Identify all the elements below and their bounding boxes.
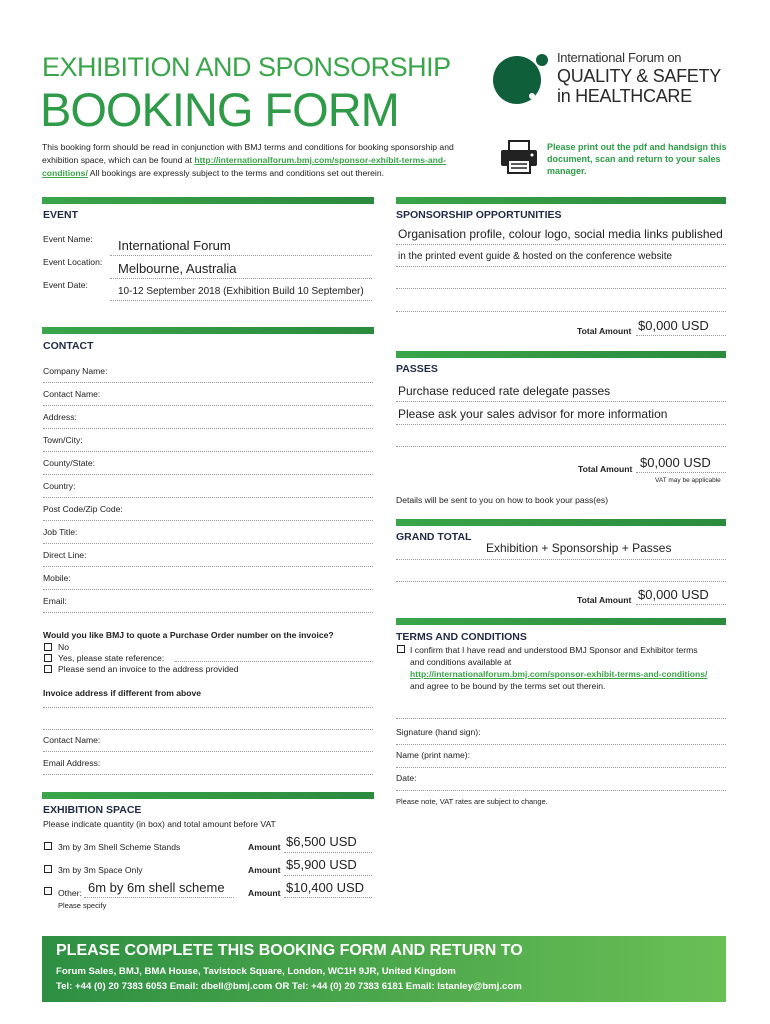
event-location-line [110,278,372,279]
passes-dotline-1 [396,401,726,402]
passes-dotline-3[interactable] [396,446,726,447]
contact-field-line[interactable] [43,589,373,590]
shell-scheme-label: 3m by 3m Shell Scheme Stands [58,842,181,852]
footer-contacts: Tel: +44 (0) 20 7383 6053 Email: dbell@bmj.com OR Tel: +44 (0) 20 7383 6181 Email: lstanley@bmj.com [56,981,522,992]
invoice-email-label: Email Address: [43,758,101,768]
logo-line-3: in HEALTHCARE [557,86,692,106]
shell-scheme-amount-line [284,852,372,853]
logo-line-1: International Forum on [557,50,682,65]
terms-bar [396,618,726,625]
terms-confirm-line-2: and conditions available at [410,657,512,667]
space-only-checkbox[interactable] [44,865,52,873]
po-yes-checkbox[interactable] [44,654,52,662]
sponsorship-line-2: in the printed event guide & hosted on the conference website [398,251,673,262]
signature-line[interactable] [396,744,726,745]
terms-link-2[interactable]: http://internationalforum.bmj.com/sponsor-exhibit-terms-and-conditions/ [410,669,708,679]
passes-line-1: Purchase reduced rate delegate passes [398,384,611,398]
sponsorship-line-1: Organisation profile, colour logo, social media links published [398,227,723,241]
grand-total-value-line [636,604,726,605]
sponsorship-dotline-3[interactable] [396,288,726,289]
grand-total-value[interactable]: $0,000 USD [638,587,709,602]
contact-field-label: Address: [43,412,77,422]
contact-field-label: Town/City: [43,435,83,445]
event-heading: EVENT [43,209,79,221]
passes-total-value[interactable]: $0,000 USD [640,455,711,470]
contact-field-line[interactable] [43,382,373,383]
invoice-address-line-2[interactable] [43,729,373,730]
footer-heading: PLEASE COMPLETE THIS BOOKING FORM AND RETURN TO [56,942,523,959]
event-location-label: Event Location: [43,257,103,267]
other-amount[interactable]: $10,400 USD [286,880,365,895]
passes-details-note: Details will be sent to you on how to book your pass(es) [396,495,609,505]
invoice-address-heading: Invoice address if different from above [43,688,202,698]
contact-field-label: County/State: [43,458,96,468]
contact-field-line[interactable] [43,497,373,498]
sponsorship-dotline-1 [396,244,726,245]
grand-total-bar [396,519,726,526]
contact-field-label: Country: [43,481,76,491]
contact-field-line[interactable] [43,520,373,521]
contact-field-line[interactable] [43,405,373,406]
passes-total-line [636,472,726,473]
sponsorship-dotline-4[interactable] [396,311,726,312]
contact-heading: CONTACT [43,340,94,352]
other-label: Other: [58,888,82,898]
space-only-amount-label: Amount [248,865,281,875]
contact-field-label: Email: [43,596,67,606]
exhibition-heading: EXHIBITION SPACE [43,804,142,816]
grand-total-description: Exhibition + Sponsorship + Passes [486,541,672,555]
po-invoice-label: Please send an invoice to the address provided [58,664,239,674]
sponsorship-total-value[interactable]: $0,000 USD [638,318,709,333]
other-specify-line [84,897,234,898]
po-invoice-checkbox[interactable] [44,665,52,673]
passes-line-2: Please ask your sales advisor for more information [398,407,668,421]
terms-link[interactable]: http://internationalforum.bmj.com/sponsor-exhibit-terms-and-conditions/ [42,155,447,178]
title-line-1: EXHIBITION AND SPONSORSHIP [42,52,451,82]
space-only-label: 3m by 3m Space Only [58,865,143,875]
terms-heading: TERMS AND CONDITIONS [396,631,527,643]
intro-text-part-1: This booking form should be read in conjunction with BMJ terms and conditions for booking sponsorship and exhibition space, which can be found at [42,142,454,165]
please-specify-note: Please specify [58,901,107,910]
contact-field-label: Job Title: [43,527,78,537]
other-amount-label: Amount [248,888,281,898]
po-question: Would you like BMJ to quote a Purchase Order number on the invoice? [43,630,334,640]
sponsorship-total-line [636,335,726,336]
logo-line-2: QUALITY & SAFETY [557,66,721,86]
space-only-amount[interactable]: $5,900 USD [286,857,357,872]
grand-total-dotline-2[interactable] [396,581,726,582]
contact-field-line[interactable] [43,612,373,613]
contact-field-line[interactable] [43,543,373,544]
po-yes-label: Yes, please state reference: [58,653,165,663]
vat-rate-note: Please note, VAT rates are subject to change. [396,797,548,806]
print-name-label: Name (print name): [396,750,471,760]
po-reference-line[interactable] [175,661,373,662]
invoice-contact-line[interactable] [43,751,373,752]
date-line[interactable] [396,790,726,791]
invoice-email-line[interactable] [43,774,373,775]
event-name-label: Event Name: [43,234,93,244]
contact-bar [42,327,374,334]
contact-field-line[interactable] [43,428,373,429]
terms-confirm-line-1: I confirm that I have read and understood BMJ Sponsor and Exhibitor terms [410,645,698,655]
date-label: Date: [396,773,417,783]
print-name-line[interactable] [396,767,726,768]
sponsorship-dotline-2 [396,266,726,267]
printer-icon [500,140,538,174]
contact-field-line[interactable] [43,474,373,475]
shell-scheme-checkbox[interactable] [44,842,52,850]
exhibition-instruction: Please indicate quantity (in box) and total amount before VAT [43,819,276,829]
logo-mark-icon [492,50,548,106]
passes-heading: PASSES [396,363,438,375]
title-line-2: BOOKING FORM [40,83,399,136]
passes-bar [396,351,726,358]
sponsorship-total-label: Total Amount [577,326,632,336]
event-date-line [110,300,372,301]
po-no-checkbox[interactable] [44,643,52,651]
event-bar [42,197,374,204]
contact-field-line[interactable] [43,451,373,452]
shell-scheme-amount[interactable]: $6,500 USD [286,834,357,849]
passes-vat-note: VAT may be applicable [655,477,721,484]
other-specify-value[interactable]: 6m by 6m shell scheme [88,880,225,895]
footer-address: Forum Sales, BMJ, BMA House, Tavistock Square, London, WC1H 9JR, United Kingdom [56,966,456,977]
exhibition-bar [42,792,374,799]
event-date-label: Event Date: [43,280,88,290]
space-only-amount-line [284,875,372,876]
sponsorship-heading: SPONSORSHIP OPPORTUNITIES [396,209,562,221]
event-date-value[interactable]: 10-12 September 2018 (Exhibition Build 10 September) [118,286,364,297]
contact-field-label: Contact Name: [43,389,101,399]
terms-dotline-blank [396,718,726,719]
event-name-value[interactable]: International Forum [118,238,231,253]
event-location-value[interactable]: Melbourne, Australia [118,261,237,276]
contact-field-label: Mobile: [43,573,71,583]
sponsorship-bar [396,197,726,204]
invoice-address-line-1[interactable] [43,707,373,708]
passes-dotline-2 [396,424,726,425]
event-name-line [110,255,372,256]
grand-total-heading: GRAND TOTAL [396,531,472,543]
grand-total-total-label: Total Amount [577,595,632,605]
contact-field-label: Direct Line: [43,550,87,560]
contact-field-label: Post Code/Zip Code: [43,504,123,514]
invoice-contact-label: Contact Name: [43,735,101,745]
po-no-label: No [58,642,69,652]
terms-confirm-line-3: and agree to be bound by the terms set out therein. [410,681,606,691]
intro-text [42,141,482,180]
contact-field-label: Company Name: [43,366,108,376]
other-amount-line [284,897,372,898]
intro-text-part-2: All bookings are expressly subject to the terms and conditions set out therein. [87,168,385,178]
contact-field-line[interactable] [43,566,373,567]
terms-confirm-checkbox[interactable] [397,645,405,653]
grand-total-dotline-1 [396,559,726,560]
other-checkbox[interactable] [44,887,52,895]
signature-label: Signature (hand sign): [396,727,481,737]
passes-total-label: Total Amount [578,464,633,474]
print-note: Please print out the pdf and handsign this document, scan and return to your sales manager. [547,142,727,176]
shell-scheme-amount-label: Amount [248,842,281,852]
